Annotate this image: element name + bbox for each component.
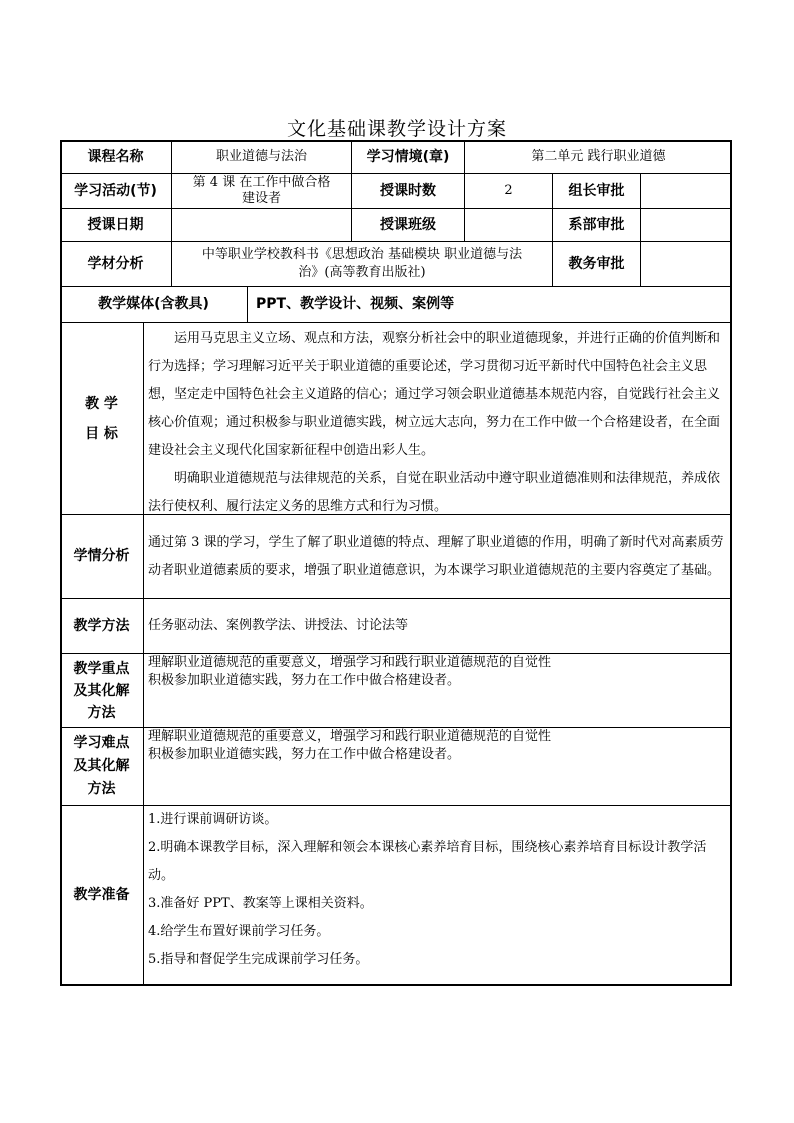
method-text: 任务驱动法、案例教学法、讲授法、讨论法等 (144, 599, 732, 654)
row-course (60, 141, 732, 174)
difficulty-label-2: 及其化解 (73, 758, 130, 774)
activity-value-line2: 建设者 (241, 191, 281, 206)
prep-item: 5.指导和督促学生完成课前学习任务。 (148, 952, 369, 967)
prep-item: 4.给学生布置好课前学习任务。 (148, 924, 330, 939)
class-label: 授课班级 (352, 209, 465, 242)
key-label-2: 及其化解 (73, 682, 130, 699)
key-label-1: 教学重点 (73, 660, 130, 677)
learner-text: 通过第 3 课的学习，学生了解了职业道德的特点、理解了职业道德的作用，明确了新时代对高素质劳动者职业道德素质的要求，增强了职业道德意识，为本课学习职业道德规范的主要内容奠定了基础。 (144, 515, 732, 599)
key-points-content (144, 654, 732, 728)
difficulty-line-1: 理解职业道德规范的重要意义，增强学习和践行职业道德规范的自觉性 (148, 729, 552, 744)
method-label: 教学方法 (60, 599, 144, 654)
material-label: 学材分析 (60, 242, 172, 287)
page-title: 文化基础课教学设计方案 (286, 118, 507, 140)
material-line2: 治》(高等教育出版社) (298, 265, 426, 280)
key-line-2: 积极参加职业道德实践，努力在工作中做合格建设者。 (148, 673, 461, 688)
dept-approval-label: 系部审批 (553, 209, 641, 242)
situation-label: 学习情境(章) (352, 141, 465, 174)
prep-item: 3.准备好 PPT、教案等上课相关资料。 (148, 896, 373, 911)
row-difficulty (60, 728, 732, 806)
key-points-label (60, 654, 144, 728)
material-line1: 中等职业学校教科书《思想政治 基础模块 职业道德与法 (201, 247, 523, 262)
preparation-label: 教学准备 (60, 806, 144, 985)
goals-label-1: 教 学 (85, 395, 118, 412)
row-activity (60, 174, 732, 209)
goals-label (60, 323, 144, 515)
date-value[interactable] (172, 209, 352, 242)
row-preparation (60, 806, 732, 986)
row-media (60, 287, 732, 323)
media-label: 教学媒体(含教具) (60, 287, 248, 323)
difficulty-label (60, 728, 144, 806)
class-value[interactable] (465, 209, 553, 242)
row-key-points (60, 654, 732, 728)
row-learner (60, 515, 732, 599)
activity-value (172, 174, 352, 209)
course-label: 课程名称 (60, 141, 172, 174)
goals-paragraph-1: 运用马克思主义立场、观点和方法，观察分析社会中的职业道德现象，并进行正确的价值判断和行为选择；学习理解习近平关于职业道德的重要论述，学习贯彻习近平新时代中国特色社会主义思想，坚定走中国特色社会主义道路的信心；通过学习领会职业道德基本规范内容，自觉践行社会主义核心价值观；通过积极参与职业道德实践，树立远大志向，努力在工作中做一个合格建设者，在全面建设社会主义现代化国家新征程中创造出彩人生。 (148, 331, 721, 458)
row-material (60, 242, 732, 287)
prep-item: 1.进行课前调研访谈。 (148, 812, 278, 827)
media-value: PPT、教学设计、视频、案例等 (248, 287, 732, 323)
goals-paragraph-2: 明确职业道德规范与法律规范的关系，自觉在职业活动中遵守职业道德准则和法律规范，养成依法行使权利、履行法定义务的思维方式和行为习惯。 (148, 471, 721, 514)
prep-item: 2.明确本课教学目标，深入理解和领会本课核心素养培育目标，围绕核心素养培育目标设计教学活动。 (148, 840, 707, 883)
activity-label: 学习活动(节) (60, 174, 172, 209)
course-value: 职业道德与法治 (172, 141, 352, 174)
learner-label: 学情分析 (60, 515, 144, 599)
leader-approval-value[interactable] (641, 174, 732, 209)
hours-label: 授课时数 (352, 174, 465, 209)
row-goals (60, 323, 732, 515)
dept-approval-value[interactable] (641, 209, 732, 242)
affairs-approval-label: 教务审批 (553, 242, 641, 287)
key-label-3: 方法 (87, 704, 116, 721)
affairs-approval-value[interactable] (641, 242, 732, 287)
date-label: 授课日期 (60, 209, 172, 242)
key-line-1: 理解职业道德规范的重要意义，增强学习和践行职业道德规范的自觉性 (148, 655, 552, 670)
difficulty-line-2: 积极参加职业道德实践，努力在工作中做合格建设者。 (148, 747, 461, 762)
difficulty-content (144, 728, 732, 806)
row-method (60, 599, 732, 654)
material-value (172, 242, 553, 287)
preparation-list (144, 806, 732, 985)
situation-value: 第二单元 践行职业道德 (465, 141, 732, 174)
difficulty-label-1: 学习难点 (73, 735, 130, 751)
goals-label-2: 目 标 (85, 425, 118, 442)
difficulty-label-3: 方法 (87, 781, 116, 797)
row-date (60, 209, 732, 242)
goals-content (144, 323, 732, 515)
hours-value: 2 (465, 174, 553, 209)
activity-value-line1: 第 4 课 在工作中做合格 (192, 175, 331, 190)
leader-approval-label: 组长审批 (553, 174, 641, 209)
